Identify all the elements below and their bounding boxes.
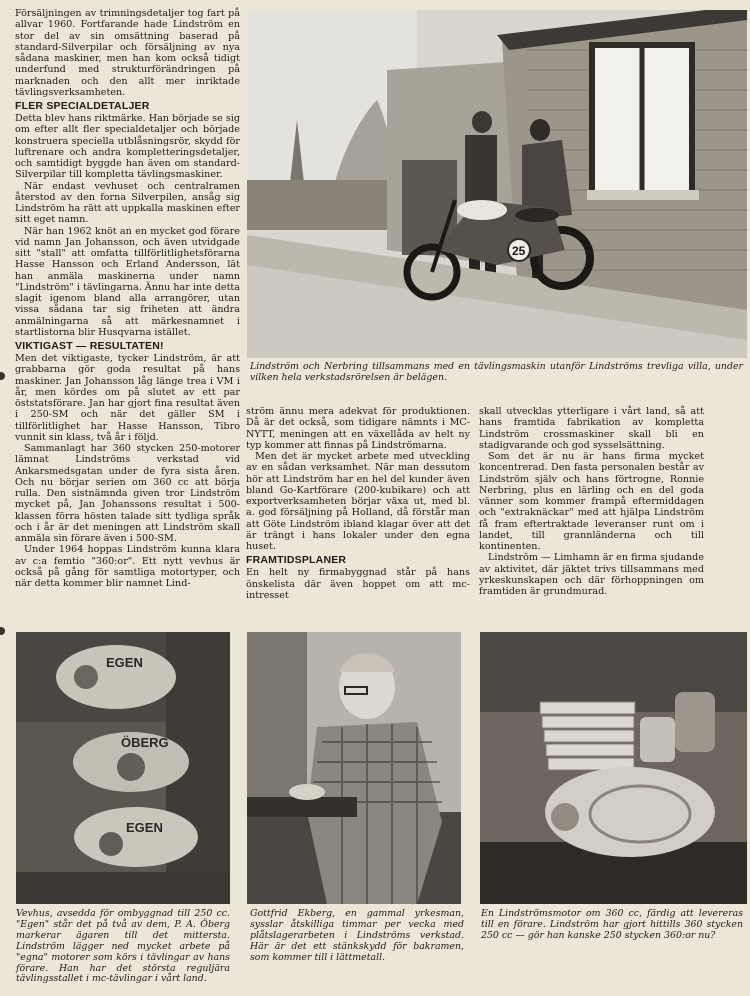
photo-crankcases — [16, 632, 230, 904]
paragraph: ström ännu mera adekvat för produktionen. Då är det också, som tidigare nämnts i MC-NYTT, meningen att en växellåda av helt ny typ kommer att finnas på Lindströmarna. — [246, 406, 470, 451]
punch-hole-mark — [0, 627, 5, 635]
paragraph: Under 1964 hoppas Lindström kunna klara av c:a femtio "360:or". Ett nytt vevhus är också på gång för samtliga motortyper, och när detta kommer blir namnet Lind- — [15, 544, 240, 589]
photo-motorcycle-outside-villa — [247, 10, 747, 358]
paragraph: Sammanlagt har 360 stycken 250-motorer lämnat Lindströms verkstad vid Ankarsmedsgatan under de fyra sista åren. Och nu börjar serien om 360 cc att börja rulla. Den sistnämnda given tror Lindström mycket på, Jan Johanssons resultat i 500-klassen förra hösten talade sitt tydliga språk och i år är det meningen att Lindström skall anmäla sin förare även i 500-SM. — [15, 443, 240, 544]
article-column-3 — [479, 406, 704, 597]
photo-360cc-engine — [480, 632, 747, 904]
intro-paragraph: Försäljningen av trimningsdetaljer tog fart på allvar 1960. Fortfarande hade Lindström en stor del av sin omsättning baserad på standard-Silverpilar och försäljning av nya sådana maskiner, men han kom också tidigt underfund med strukturförändringen på marknaden och den allt mer inriktade tävlingsverksamheten. — [15, 8, 240, 98]
crankcase-label-oberg: ÖBERG — [121, 735, 169, 750]
photo-gottfrid-ekberg — [247, 632, 461, 904]
crankcase-label-egen: EGEN — [106, 655, 143, 670]
paragraph: Detta blev hans riktmärke. Han började se sig om efter allt fler specialdetaljer och började konstruera speciella utblåsningsrör, skydd för luftrenare och andra kompletteringsdetaljer, och samtidigt byggde han även om standard-Silverpilar till kompletta tävlingsmaskiner. — [15, 113, 240, 181]
article-column-2 — [246, 406, 470, 601]
caption-360cc-engine: En Lindströmsmotor om 360 cc, färdig att levereras till en förare. Lindström har gjort hittills 360 stycken 250 cc — gör han kanske 250 stycken 360:or nu? — [481, 908, 743, 941]
paragraph: Som det är nu är hans firma mycket koncentrerad. Den fasta personalen består av Lindström själv och hans förtrogne, Ronnie Nerbring, plus en lärling och en del goda vänner som kommer frampå eftermiddagen och "extraknäckar" med att hjälpa Lindström få fram eftertraktade leveranser runt om i landet, till grannländerna och till kontinenten. — [479, 451, 704, 552]
crankcase-label-egen-2: EGEN — [126, 820, 163, 835]
paragraph: Men det viktigaste, tycker Lindström, är att grabbarna gör goda resultat på hans maskiner. Jan Johansson låg länge trea i VM i år, men kördes om på slutet av ett par öststatsförare. Jan har gjort fina resultat även i 250-SM och när det gäller SM i tillförlitlighet har Hasse Hansson, Tibro vunnit sin klass, två år i följd. — [15, 353, 240, 443]
paragraph: Lindström — Limhamn är en firma sjudande av aktivitet, där jäktet trivs tillsammans med yrkeskunskapen och där förhoppningen om framtiden är grundmurad. — [479, 552, 704, 597]
punch-hole-mark — [0, 372, 5, 380]
heading-viktigast-resultaten: VIKTIGAST — RESULTATEN! — [15, 340, 164, 352]
heading-fler-specialdetaljer: FLER SPECIALDETALJER — [15, 100, 150, 112]
caption-gottfrid-ekberg: Gottfrid Ekberg, en gammal yrkesman, sysslar åtskilliga timmar per vecka med plåtslagerarbeten i Lindströms verkstad. Här är det ett stänkskydd för bakramen, som kommer till i lättmetall. — [250, 908, 464, 963]
paragraph: När han 1962 knöt an en mycket god förare vid namn Jan Johansson, och även utvidgade sitt "stall" att omfatta tillförlitlighetsförarna Hasse Hansson och Erland Andersson, lät han anmäla maskinerna under namn "Lindström" i tävlingarna. Ännu har inte detta slagit igenom bland alla arrangörer, utan vissa sådana tar sig friheten att ändra anmälningarna så att märkesnamnet i startlistorna blir Husqvarna istället. — [15, 225, 240, 338]
paragraph: En helt ny firmabyggnad står på hans önskelista där även hoppet om att mc-intresset — [246, 567, 470, 601]
paragraph: skall utvecklas ytterligare i vårt land, så att hans framtida fabrikation av kompletta Lindström crossmaskiner skall bli en stadigvarande och god sysselsättning. — [479, 406, 704, 451]
race-number-plate: 25 — [512, 244, 526, 258]
article-column-1 — [15, 8, 240, 589]
paragraph: När endast vevhuset och centralramen återstod av den forna Silverpilen, ansåg sig Lindström ha rätt att uppkalla maskinen efter sitt eget namn. — [15, 180, 240, 226]
heading-framtidsplaner: FRAMTIDSPLANER — [246, 554, 347, 567]
paragraph: Men det är mycket arbete med utveckling av en sådan verksamhet. När man dessutom hör att Lindström har en hel del kunder även bland Go-Kartförare (200-kubikare) och att exportverksamheten börjar växa ut, med bl. a. god försäljning på Holland, då förstår man att Göte Lindström ibland klagar över att det är trängt i hans lokaler under den egna huset. — [246, 451, 470, 552]
caption-crankcases: Vevhus, avsedda för ombyggnad till 250 cc. "Egen" står det på två av dem, P. A. Öberg markerar ägaren till det mittersta. Lindström lägger ned mycket arbete på "egna" motorer som körs i tävlingar av hans förare. Han har det största reguljära tävlingsstallet i mc-tävlingar i vårt land. — [16, 908, 230, 985]
caption-top-photo: Lindström och Nerbring tillsammans med en tävlingsmaskin utanför Lindströms trevliga villa, under vilken hela verkstadsrörelsen är belägen. — [250, 361, 743, 383]
